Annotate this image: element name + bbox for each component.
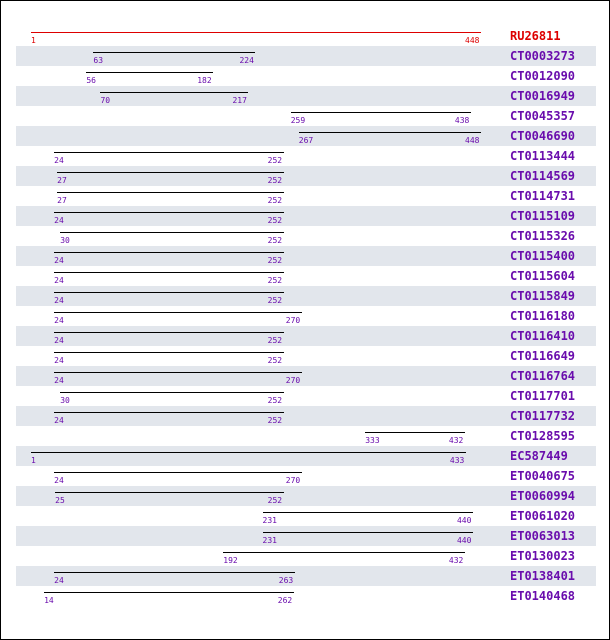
alignment-bar <box>54 472 302 473</box>
alignment-row <box>16 446 596 466</box>
start-position-label: 333 <box>365 436 380 445</box>
alignment-bar <box>263 512 473 513</box>
end-position-label: 252 <box>267 296 283 305</box>
alignment-row <box>16 106 596 126</box>
alignment-bar <box>54 252 284 253</box>
hit-id-link[interactable]: ET0063013 <box>510 529 576 543</box>
start-position-label: 27 <box>57 196 67 205</box>
alignment-row <box>16 246 596 266</box>
alignment-row <box>16 226 596 246</box>
alignment-bar <box>60 232 283 233</box>
alignment-bar <box>291 112 471 113</box>
alignment-row <box>16 306 596 326</box>
hit-id-link[interactable]: CT0012090 <box>510 69 576 83</box>
hit-id-link[interactable]: CT0115849 <box>510 289 576 303</box>
end-position-label: 270 <box>285 476 301 485</box>
hit-id-link[interactable]: CT0016949 <box>510 89 576 103</box>
end-position-label: 433 <box>449 456 465 465</box>
alignment-row <box>16 286 596 306</box>
alignment-row <box>16 426 596 446</box>
hit-id-link[interactable]: CT0114569 <box>510 169 576 183</box>
start-position-label: 14 <box>44 596 54 605</box>
end-position-label: 440 <box>456 536 472 545</box>
alignment-row <box>16 186 596 206</box>
hit-id-link[interactable]: CT0046690 <box>510 129 576 143</box>
start-position-label: 70 <box>100 96 111 105</box>
end-position-label: 252 <box>267 416 283 425</box>
start-position-label: 24 <box>54 156 64 165</box>
hit-id-link[interactable]: CT0117701 <box>510 389 576 403</box>
end-position-label: 252 <box>267 176 283 185</box>
end-position-label: 252 <box>267 496 283 505</box>
hit-id-link[interactable]: CT0128595 <box>510 429 576 443</box>
alignment-row <box>16 526 596 546</box>
hit-id-link[interactable]: CT0116410 <box>510 329 576 343</box>
end-position-label: 252 <box>267 256 283 265</box>
alignment-row <box>16 386 596 406</box>
hit-id-link[interactable]: CT0115326 <box>510 229 576 243</box>
start-position-label: 63 <box>93 56 104 65</box>
start-position-label: 1 <box>31 36 36 45</box>
hit-id-link[interactable]: CT0115400 <box>510 249 576 263</box>
alignment-bar <box>54 272 284 273</box>
start-position-label: 24 <box>54 356 64 365</box>
alignment-bar <box>93 52 255 53</box>
alignment-bar <box>55 492 284 493</box>
hit-id-link[interactable]: CT0115109 <box>510 209 576 223</box>
end-position-label: 252 <box>267 236 283 245</box>
alignment-bar <box>299 132 481 133</box>
alignment-row <box>16 166 596 186</box>
start-position-label: 267 <box>298 136 314 145</box>
end-position-label: 252 <box>267 356 283 365</box>
start-position-label: 30 <box>60 236 70 245</box>
alignment-row <box>16 146 596 166</box>
start-position-label: 24 <box>54 256 64 265</box>
hit-id-link[interactable]: CT0116180 <box>510 309 576 323</box>
alignment-bar <box>365 432 465 433</box>
hit-id-link[interactable]: CT0113444 <box>510 149 576 163</box>
alignment-row <box>16 266 596 286</box>
start-position-label: 192 <box>223 556 238 565</box>
alignment-row <box>16 126 596 146</box>
end-position-label: 270 <box>285 316 301 325</box>
hit-id-link[interactable]: ET0040675 <box>510 469 576 483</box>
end-position-label: 217 <box>232 96 247 105</box>
alignment-bar <box>54 152 284 153</box>
alignment-row <box>16 566 596 586</box>
end-position-label: 270 <box>285 376 301 385</box>
hit-id-link[interactable]: CT0117732 <box>510 409 576 423</box>
alignment-bar <box>54 212 284 213</box>
end-position-label: 252 <box>267 216 283 225</box>
hit-id-link[interactable]: CT0114731 <box>510 189 576 203</box>
alignment-row <box>16 546 596 566</box>
end-position-label: 432 <box>448 556 464 565</box>
alignment-row <box>16 206 596 226</box>
start-position-label: 231 <box>262 516 277 525</box>
start-position-label: 259 <box>290 116 306 125</box>
alignment-row <box>16 586 596 606</box>
start-position-label: 24 <box>54 216 64 225</box>
start-position-label: 24 <box>54 316 64 325</box>
start-position-label: 24 <box>54 296 64 305</box>
start-position-label: 231 <box>262 536 277 545</box>
alignment-row <box>16 466 596 486</box>
start-position-label: 24 <box>54 416 64 425</box>
start-position-label: 1 <box>31 456 36 465</box>
end-position-label: 182 <box>197 76 212 85</box>
start-position-label: 56 <box>86 76 96 85</box>
end-position-label: 448 <box>465 36 480 45</box>
alignment-bar <box>57 172 284 173</box>
end-position-label: 438 <box>454 116 470 125</box>
start-position-label: 24 <box>54 576 64 585</box>
alignment-bar <box>54 312 302 313</box>
hit-id-link[interactable]: ET0140468 <box>510 589 576 603</box>
alignment-bar <box>44 592 294 593</box>
reference-id-link[interactable]: RU26811 <box>510 29 561 43</box>
end-position-label: 252 <box>267 196 283 205</box>
hit-id-link[interactable]: CT0116764 <box>510 369 576 383</box>
end-position-label: 432 <box>448 436 464 445</box>
alignment-row <box>16 46 596 66</box>
end-position-label: 252 <box>267 156 283 165</box>
alignment-row <box>16 406 596 426</box>
hit-id-link[interactable]: CT0115604 <box>510 269 576 283</box>
hit-id-link[interactable]: CT0003273 <box>510 49 576 63</box>
alignment-bar <box>100 92 248 93</box>
alignment-bar <box>54 572 295 573</box>
alignment-bar <box>54 332 284 333</box>
end-position-label: 252 <box>267 396 283 405</box>
alignment-row <box>16 66 596 86</box>
end-position-label: 448 <box>465 136 480 145</box>
alignment-bar <box>57 192 284 193</box>
alignment-row <box>16 326 596 346</box>
hit-id-link[interactable]: ET0138401 <box>510 569 576 583</box>
start-position-label: 24 <box>54 476 64 485</box>
start-position-label: 27 <box>57 176 67 185</box>
alignment-bar <box>31 452 466 453</box>
start-position-label: 24 <box>54 376 64 385</box>
end-position-label: 252 <box>267 336 283 345</box>
alignment-row <box>16 366 596 386</box>
alignment-row <box>16 486 596 506</box>
end-position-label: 263 <box>278 576 294 585</box>
alignment-bar <box>54 412 284 413</box>
hit-id-link[interactable]: ET0060994 <box>510 489 576 503</box>
alignment-bar <box>54 292 284 293</box>
start-position-label: 30 <box>60 396 70 405</box>
start-position-label: 24 <box>54 336 64 345</box>
start-position-label: 24 <box>54 276 64 285</box>
hit-id-link[interactable]: ET0061020 <box>510 509 576 523</box>
alignment-bar <box>223 552 465 553</box>
hit-id-link[interactable]: CT0045357 <box>510 109 576 123</box>
alignment-bar <box>263 532 473 533</box>
start-position-label: 25 <box>55 496 65 505</box>
hit-id-link[interactable]: CT0116649 <box>510 349 576 363</box>
alignment-bar <box>54 352 284 353</box>
end-position-label: 252 <box>267 276 283 285</box>
alignment-bar <box>60 392 283 393</box>
end-position-label: 440 <box>456 516 472 525</box>
alignment-row <box>16 346 596 366</box>
alignment-bar <box>86 72 213 73</box>
end-position-label: 224 <box>239 56 254 65</box>
hit-id-link[interactable]: EC587449 <box>510 449 568 463</box>
hit-id-link[interactable]: ET0130023 <box>510 549 576 563</box>
alignment-row <box>16 506 596 526</box>
alignment-row <box>16 86 596 106</box>
reference-row <box>16 26 596 46</box>
reference-bar <box>31 32 481 33</box>
alignment-bar <box>54 372 302 373</box>
end-position-label: 262 <box>277 596 293 605</box>
